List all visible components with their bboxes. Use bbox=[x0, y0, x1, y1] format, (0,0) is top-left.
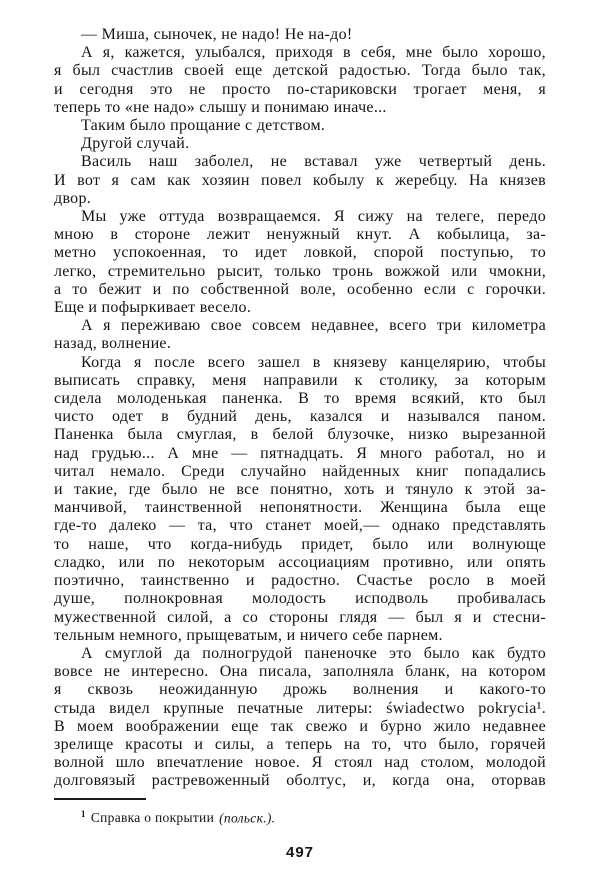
body-text bbox=[54, 26, 546, 791]
text-line: Еще и пофыркивает весело. bbox=[54, 299, 252, 317]
text-line: зрелище красоты и силы, а теперь на то, что было, горячей bbox=[54, 735, 546, 753]
text-line: Василь наш заболел, не вставал уже четвертый день. bbox=[81, 153, 546, 171]
text-line: А смуглой да полногрудой паненочке это было как будто bbox=[81, 644, 546, 662]
text-line: долговязый растревоженный оболтус, и, когда она, оторвав bbox=[54, 772, 546, 790]
text-line: В моем воображении еще так свежо и бурно жило недавнее bbox=[54, 717, 546, 735]
text-line: А я, кажется, улыбался, приходя в себя, мне было хорошо, bbox=[81, 44, 546, 62]
page-number: 497 bbox=[285, 844, 315, 861]
text-line: где-то далеко — та, что станет моей,— однако представлять bbox=[54, 517, 546, 535]
text-line: то наше, что когда-нибудь придет, было или волнующе bbox=[54, 535, 546, 553]
text-line: над грудью... А мне — пятнадцать. Я много работал, но и bbox=[54, 444, 546, 462]
text-line: Другой случай. bbox=[81, 135, 190, 153]
text-line: чисто одет в будний день, казался и назывался паном. bbox=[54, 408, 546, 426]
text-line: мужественной силой, а со стороны глядя — был я и стесни- bbox=[54, 608, 546, 626]
text-line: А я переживаю свое совсем недавнее, всего три километра bbox=[81, 317, 546, 335]
text-line: сладко, или по некоторым ассоциациям противно, или опять bbox=[54, 553, 546, 571]
text-line: Когда я после всего зашел в князеву канцелярию, чтобы bbox=[81, 353, 546, 371]
text-line: мною в стороне лежит ненужный кнут. А кобылица, за- bbox=[54, 226, 546, 244]
text-line: Паненка была смуглая, в белой блузочке, низко вырезанной bbox=[54, 426, 546, 444]
text-line: выписать справку, меня направили к столику, за которым bbox=[54, 371, 546, 389]
text-line: легко, стремительно рысит, только тронь вожжой или чмокни, bbox=[54, 262, 546, 280]
text-line: и сегодня это не просто по-стариковски трогает меня, я bbox=[54, 80, 546, 98]
text-line: а то бежит и по собственной воле, особенно если с горочки. bbox=[54, 280, 546, 298]
footnote-text: Справка о покрытии bbox=[90, 810, 215, 826]
text-line: теперь то «не надо» слышу и понимаю иначе... bbox=[54, 98, 387, 116]
footnote-marker: 1 bbox=[81, 808, 86, 819]
text-line: сидела молоденькая паненка. В то время всякий, кто был bbox=[54, 390, 546, 408]
text-line: вовсе не интересно. Она писала, заполняла бланк, на котором bbox=[54, 663, 546, 681]
text-line: поэтично, таинственно и радостно. Счастье росло в моей bbox=[54, 572, 546, 590]
text-line: тельным немного, прыщеватым, и ничего себе парнем. bbox=[54, 626, 443, 644]
text-line: и такие, где было не все понятно, хоть и тянуло к этой за- bbox=[54, 481, 546, 499]
text-line: читал немало. Среди случайно найденных книг попадались bbox=[54, 462, 546, 480]
footnote-language-note: (польск.). bbox=[219, 810, 276, 826]
text-line: И вот я сам как хозяин повел кобылу к жеребцу. На князев bbox=[54, 171, 546, 189]
footnote bbox=[54, 806, 546, 827]
text-line: я сквозь неожиданную дрожь волнения и какого-то bbox=[54, 681, 546, 699]
text-line: двор. bbox=[54, 189, 92, 207]
text-line: я был счастлив своей еще детской радостью. Тогда было так, bbox=[54, 62, 546, 80]
text-line: Мы уже оттуда возвращаемся. Я сижу на телеге, передо bbox=[81, 208, 546, 226]
text-line: метно успокоенная, то идет ловкой, спорой поступью, то bbox=[54, 244, 546, 262]
text-line: манчивой, таинственной непонятности. Женщина была еще bbox=[54, 499, 546, 517]
footnote-separator bbox=[54, 798, 146, 800]
text-line: стыда видел крупные печатные литеры: świadectwo pokrycia¹. bbox=[54, 699, 546, 717]
text-line: назад, волнение. bbox=[54, 335, 172, 353]
text-line: душе, полнокровная молодость исподволь пробивалась bbox=[54, 590, 546, 608]
text-line: — Миша, сыночек, не надо! Не на-до! bbox=[81, 26, 353, 43]
text-line: Таким было прощание с детством. bbox=[81, 117, 326, 135]
text-line: волной шло впечатление новое. Я стоял над столом, молодой bbox=[54, 754, 546, 772]
